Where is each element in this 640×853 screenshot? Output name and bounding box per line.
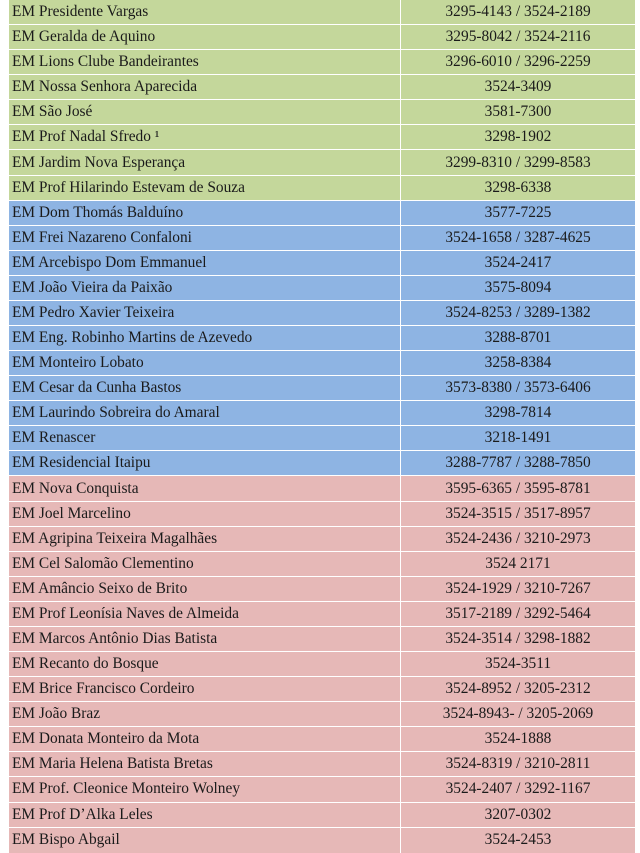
table-row <box>9 476 635 501</box>
school-name-cell: EM Maria Helena Batista Bretas <box>9 752 401 776</box>
table-row <box>9 226 635 251</box>
table-row <box>9 727 635 752</box>
school-name-cell: EM Prof D’Alka Leles <box>9 803 401 827</box>
phone-number-cell: 3524-8253 / 3289-1382 <box>445 303 591 321</box>
phone-number-cell: 3524-3514 / 3298-1882 <box>445 629 591 647</box>
school-name-cell: EM Dom Thomás Balduíno <box>9 201 401 225</box>
table-row <box>9 828 635 853</box>
school-name-cell: EM Bispo Abgail <box>9 828 401 853</box>
phone-number-cell: 3524-1658 / 3287-4625 <box>445 228 591 246</box>
table-row <box>9 50 635 75</box>
school-name-cell: EM João Vieira da Paixão <box>9 276 401 300</box>
phone-number-cell: 3298-7814 <box>484 404 552 422</box>
table-row <box>9 426 635 451</box>
table-row <box>9 677 635 702</box>
school-name-cell: EM Residencial Itaipu <box>9 451 401 475</box>
table-row <box>9 251 635 276</box>
table-row <box>9 777 635 802</box>
school-name-cell: EM Cesar da Cunha Bastos <box>9 376 401 400</box>
school-name-cell: EM Amâncio Seixo de Brito <box>9 577 401 601</box>
table-row <box>9 803 635 828</box>
school-name-cell: EM Prof Nadal Sfredo ¹ <box>9 125 401 149</box>
table-row <box>9 176 635 201</box>
school-name-cell: EM Frei Nazareno Confaloni <box>9 226 401 250</box>
table-row <box>9 276 635 301</box>
phone-number-cell: 3207-0302 <box>484 805 552 823</box>
phone-number-cell: 3524-3515 / 3517-8957 <box>445 504 591 522</box>
phone-number-cell: 3581-7300 <box>484 103 552 121</box>
school-name-cell: EM Eng. Robinho Martins de Azevedo <box>9 326 401 350</box>
school-phone-table <box>9 0 635 853</box>
school-name-cell: EM Joel Marcelino <box>9 502 401 526</box>
table-row <box>9 150 635 175</box>
table-row <box>9 376 635 401</box>
phone-number-cell: 3298-1902 <box>484 128 552 146</box>
school-name-cell: EM São José <box>9 100 401 124</box>
school-name-cell: EM Prof Hilarindo Estevam de Souza <box>9 176 401 200</box>
school-name-cell: EM Lions Clube Bandeirantes <box>9 50 401 74</box>
school-name-cell: EM Cel Salomão Clementino <box>9 552 401 576</box>
school-name-cell: EM Recanto do Bosque <box>9 652 401 676</box>
phone-number-cell: 3299-8310 / 3299-8583 <box>445 153 591 171</box>
phone-number-cell: 3524-3409 <box>484 78 552 96</box>
table-row <box>9 502 635 527</box>
phone-number-cell: 3295-8042 / 3524-2116 <box>445 28 591 46</box>
school-name-cell: EM Geralda de Aquino <box>9 25 401 49</box>
table-row <box>9 602 635 627</box>
school-name-cell: EM Jardim Nova Esperança <box>9 150 401 174</box>
phone-number-cell: 3524-2407 / 3292-1167 <box>445 780 591 798</box>
phone-number-cell: 3288-7787 / 3288-7850 <box>445 454 591 472</box>
phone-number-cell: 3524 2171 <box>485 554 551 572</box>
table-row <box>9 552 635 577</box>
phone-number-cell: 3575-8094 <box>484 278 552 296</box>
school-name-cell: EM Brice Francisco Cordeiro <box>9 677 401 701</box>
table-row <box>9 75 635 100</box>
school-name-cell: EM Renascer <box>9 426 401 450</box>
school-name-cell: EM Arcebispo Dom Emmanuel <box>9 251 401 275</box>
school-name-cell: EM João Braz <box>9 702 401 726</box>
school-name-cell: EM Monteiro Lobato <box>9 351 401 375</box>
table-row <box>9 0 635 25</box>
phone-number-cell: 3595-6365 / 3595-8781 <box>445 479 591 497</box>
school-name-cell: EM Prof. Cleonice Monteiro Wolney <box>9 777 401 801</box>
school-name-cell: EM Nossa Senhora Aparecida <box>9 75 401 99</box>
table-row <box>9 527 635 552</box>
phone-number-cell: 3573-8380 / 3573-6406 <box>445 379 591 397</box>
phone-number-cell: 3524-2436 / 3210-2973 <box>445 529 591 547</box>
phone-number-cell: 3517-2189 / 3292-5464 <box>445 604 591 622</box>
table-row <box>9 577 635 602</box>
table-row <box>9 702 635 727</box>
table-row <box>9 652 635 677</box>
phone-number-cell: 3524-1929 / 3210-7267 <box>445 579 591 597</box>
phone-number-cell: 3577-7225 <box>484 203 552 221</box>
table-row <box>9 25 635 50</box>
school-name-cell: EM Prof Leonísia Naves de Almeida <box>9 602 401 626</box>
table-row <box>9 100 635 125</box>
table-row <box>9 627 635 652</box>
table-row <box>9 451 635 476</box>
school-name-cell: EM Presidente Vargas <box>9 0 401 24</box>
table-row <box>9 125 635 150</box>
phone-number-cell: 3524-8943- / 3205-2069 <box>442 705 594 723</box>
phone-number-cell: 3524-2417 <box>484 253 552 271</box>
phone-number-cell: 3524-1888 <box>484 730 552 748</box>
phone-number-cell: 3524-3511 <box>484 655 552 673</box>
school-name-cell: EM Laurindo Sobreira do Amaral <box>9 401 401 425</box>
school-name-cell: EM Nova Conquista <box>9 476 401 500</box>
phone-number-cell: 3295-4143 / 3524-2189 <box>445 3 591 21</box>
table-row <box>9 401 635 426</box>
table-row <box>9 201 635 226</box>
table-row <box>9 301 635 326</box>
phone-number-cell: 3258-8384 <box>484 354 552 372</box>
phone-number-cell: 3296-6010 / 3296-2259 <box>445 53 591 71</box>
phone-number-cell: 3218-1491 <box>484 429 552 447</box>
table-row <box>9 752 635 777</box>
table-row <box>9 326 635 351</box>
school-name-cell: EM Agripina Teixeira Magalhães <box>9 527 401 551</box>
phone-number-cell: 3524-2453 <box>484 831 552 849</box>
school-name-cell: EM Pedro Xavier Teixeira <box>9 301 401 325</box>
school-name-cell: EM Marcos Antônio Dias Batista <box>9 627 401 651</box>
phone-number-cell: 3524-8952 / 3205-2312 <box>445 680 591 698</box>
phone-number-cell: 3298-6338 <box>484 178 552 196</box>
school-name-cell: EM Donata Monteiro da Mota <box>9 727 401 751</box>
phone-number-cell: 3288-8701 <box>484 329 552 347</box>
phone-number-cell: 3524-8319 / 3210-2811 <box>445 755 591 773</box>
table-row <box>9 351 635 376</box>
